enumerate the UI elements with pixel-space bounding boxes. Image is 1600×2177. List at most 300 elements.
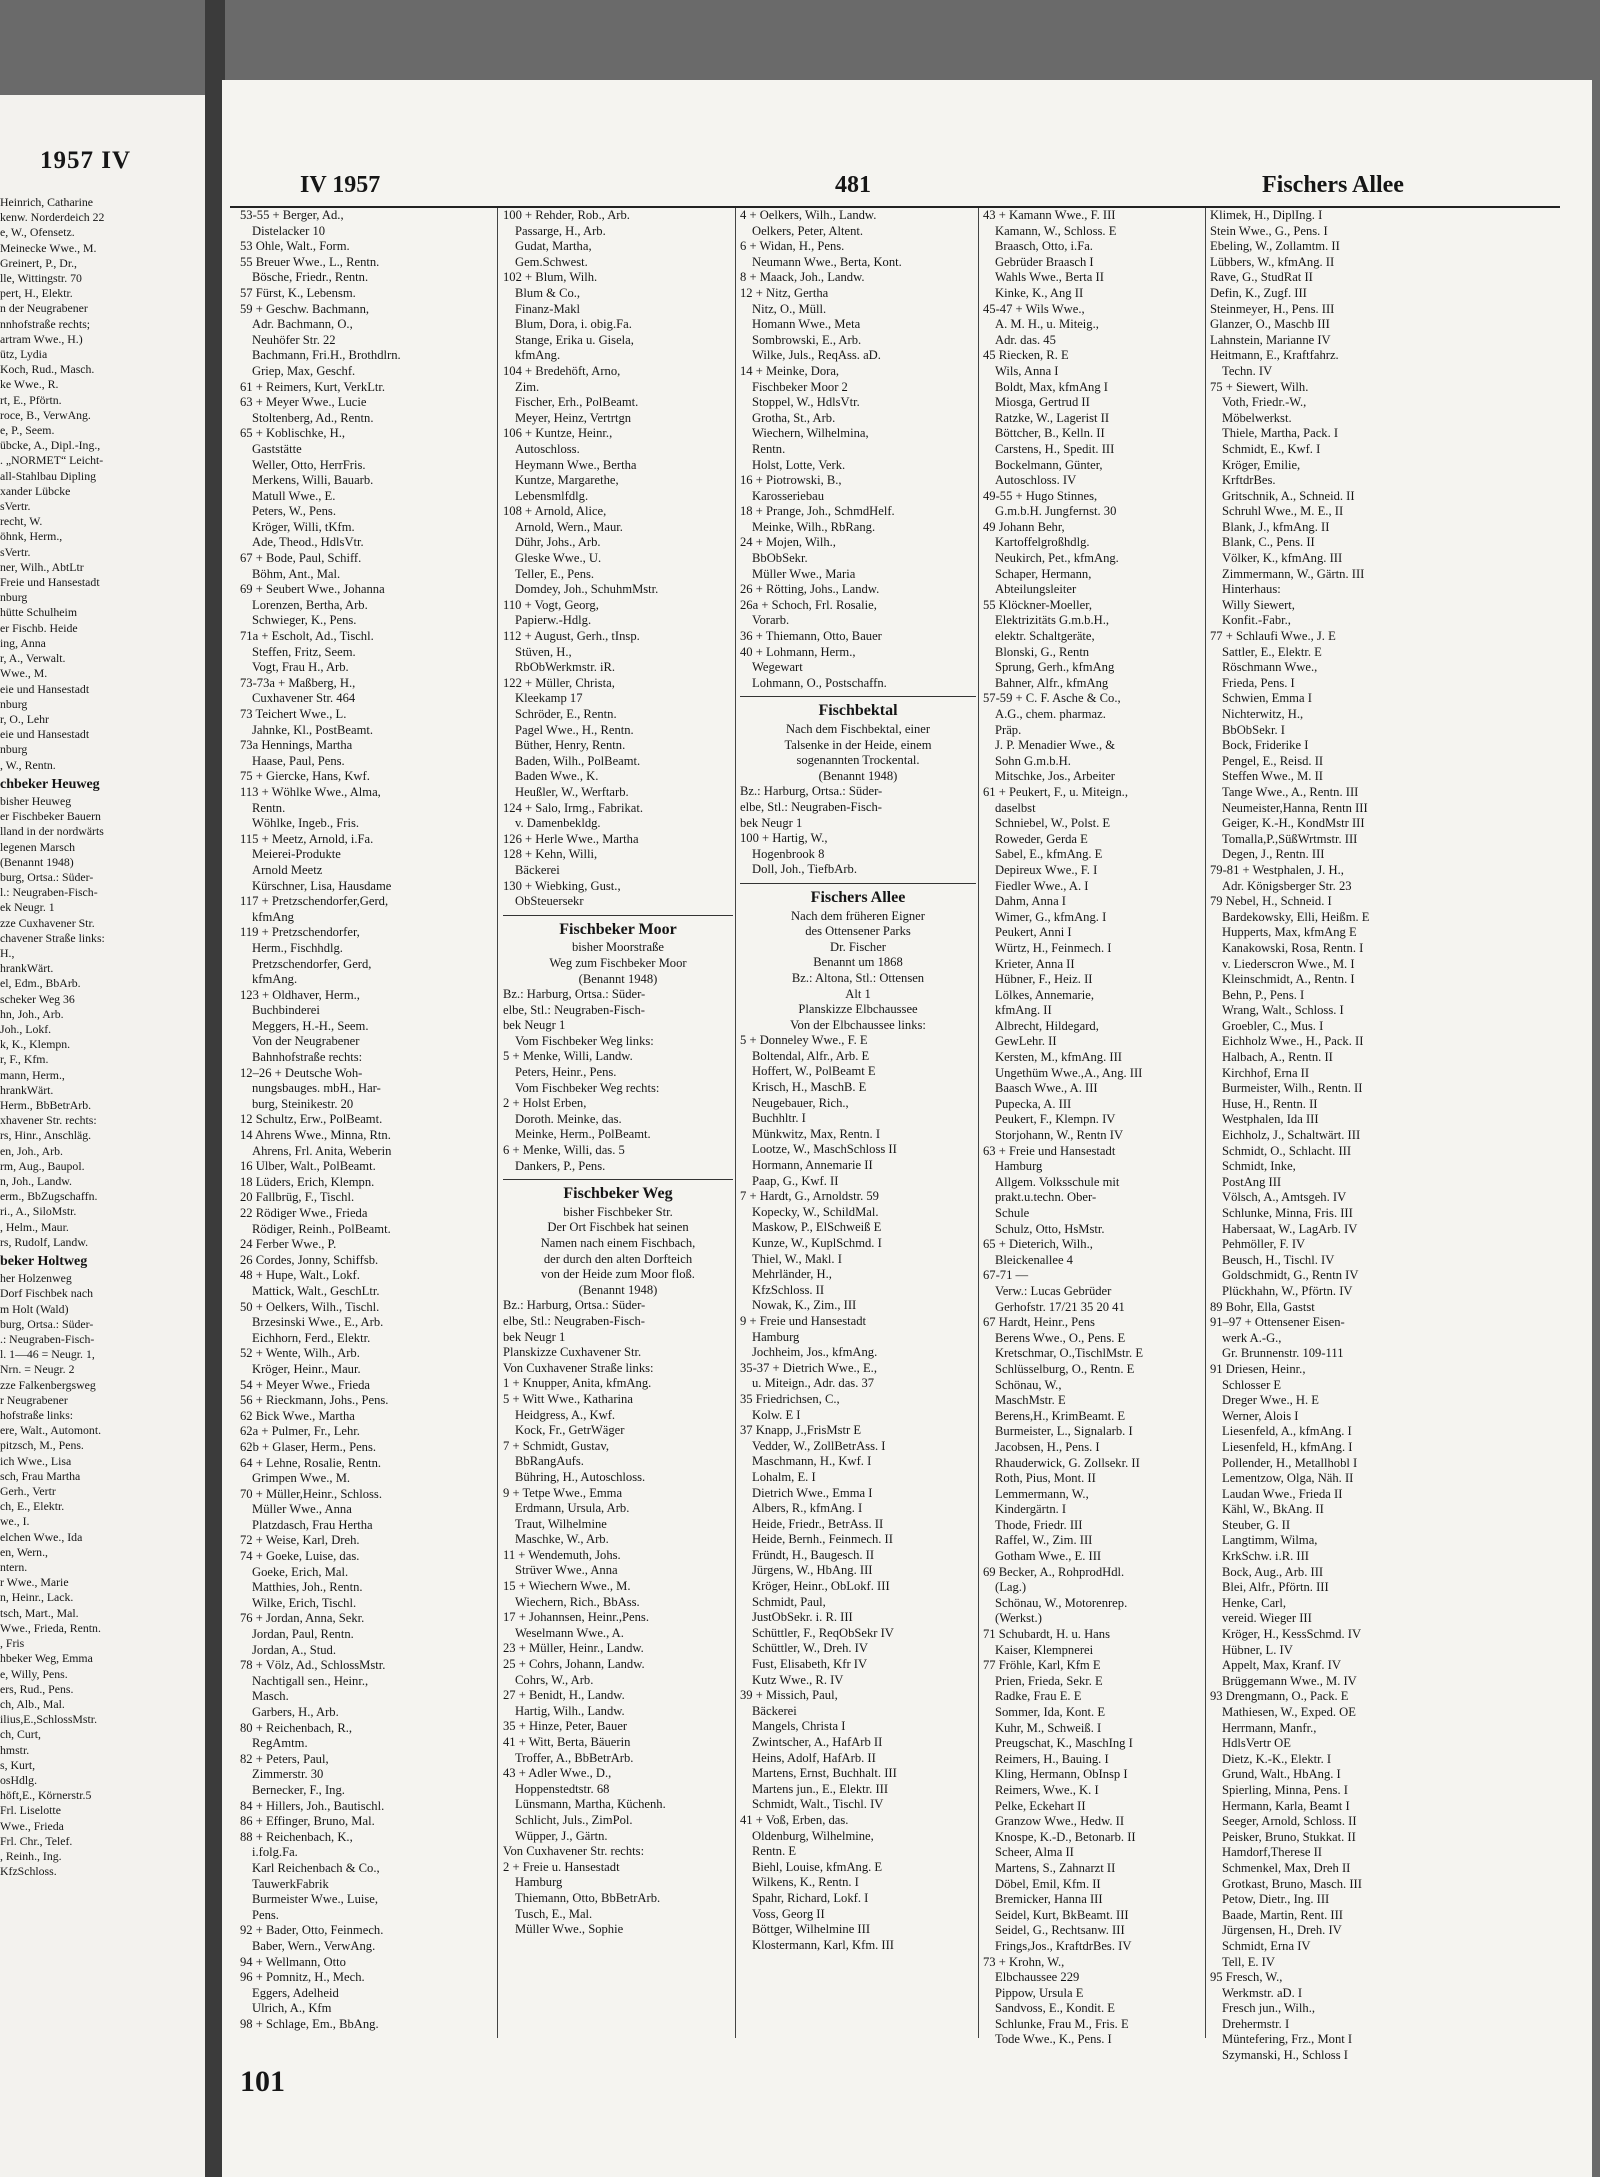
- directory-line: er Fischb. Heide: [0, 620, 78, 635]
- directory-line: Röschmann Wwe.,: [1222, 660, 1318, 675]
- directory-line: elektr. Schaltgeräte,: [995, 629, 1095, 644]
- directory-line: (Benannt 1948): [578, 971, 658, 986]
- directory-line: Willy Siewert,: [1222, 597, 1295, 612]
- directory-line: Halbach, A., Rentn. II: [1222, 1050, 1333, 1065]
- directory-line: Heidgress, A., Kwf.: [515, 1407, 616, 1422]
- directory-line: Meggers, H.-H., Seem.: [252, 1018, 369, 1033]
- directory-line: erm., BbZugschaffn.: [0, 1189, 98, 1204]
- directory-line: Tange Wwe., A., Rentn. III: [1222, 784, 1359, 799]
- directory-line: 64 + Lehne, Rosalie, Rentn.: [240, 1455, 382, 1470]
- directory-line: Burmeister, L., Signalarb. I: [995, 1424, 1133, 1439]
- directory-line: Drehermstr. I: [1222, 2016, 1290, 2031]
- directory-line: Stüven, H.,: [515, 644, 572, 659]
- directory-line: Mattick, Walt., GeschLtr.: [252, 1283, 380, 1298]
- directory-line: her Holzenweg: [0, 1271, 72, 1286]
- directory-line: Liesenfeld, A., kfmAng. I: [1222, 1424, 1352, 1439]
- directory-line: Seidel, Kurt, BkBeamt. III: [995, 1907, 1129, 1922]
- directory-line: BbObSekr. I: [1222, 722, 1285, 737]
- directory-line: Baasch Wwe., A. III: [995, 1081, 1098, 1096]
- directory-line: Klimek, H., DiplIng. I: [1210, 208, 1323, 222]
- directory-line: recht, W.: [0, 514, 43, 529]
- directory-line: Weselmann Wwe., A.: [515, 1625, 624, 1640]
- directory-line: Völker, K., kfmAng. III: [1222, 551, 1343, 566]
- directory-line: .: Neugraben-Fisch-: [0, 1332, 95, 1347]
- directory-line: Eggers, Adelheid: [252, 1985, 339, 2000]
- directory-line: Kleinschmidt, A., Rentn. I: [1222, 972, 1355, 987]
- directory-line: Fresch jun., Wilh.,: [1222, 2001, 1316, 2016]
- directory-line: 14 + Meinke, Dora,: [740, 363, 840, 378]
- directory-line: Schönau, W.,: [995, 1377, 1062, 1392]
- directory-line: Raffel, W., Zim. III: [995, 1533, 1093, 1548]
- directory-line: Berens,H., KrimBeamt. E: [995, 1408, 1126, 1423]
- directory-line: Heinrich, Catharine: [0, 195, 94, 209]
- directory-line: Baber, Wern., VerwAng.: [252, 1938, 376, 1953]
- directory-line: 6 + Widan, H., Pens.: [740, 239, 845, 254]
- directory-line: Völsch, A., Amtsgeh. IV: [1222, 1190, 1347, 1205]
- directory-line: zze Cuxhavener Str.: [0, 915, 95, 930]
- directory-line: r Wwe., Marie: [0, 1575, 69, 1590]
- directory-line: rs, Rudolf, Landw.: [0, 1234, 89, 1249]
- directory-line: Schmidt, Inke,: [1222, 1159, 1296, 1174]
- directory-line: Papierw.-Hdlg.: [515, 613, 592, 628]
- directory-line: Pehmöller, F. IV: [1222, 1237, 1306, 1252]
- directory-line: Sohn G.m.b.H.: [995, 753, 1071, 768]
- directory-line: rm, Aug., Baupol.: [0, 1158, 85, 1173]
- directory-line: Rödiger, Reinh., PolBeamt.: [252, 1221, 391, 1236]
- directory-line: Huse, H., Rentn. II: [1222, 1096, 1318, 1111]
- directory-line: Bahnhofstraße rechts:: [252, 1050, 363, 1065]
- directory-line: 75 + Siewert, Wilh.: [1210, 379, 1309, 394]
- directory-line: 122 + Müller, Christa,: [503, 675, 615, 690]
- directory-line: eie und Hansestadt: [0, 681, 90, 696]
- directory-line: Schule: [995, 1206, 1030, 1220]
- directory-line: Reimers, Wwe., K. I: [995, 1782, 1099, 1797]
- directory-line: G.m.b.H. Jungfernst. 30: [995, 504, 1117, 519]
- directory-line: öhnk, Herm.,: [0, 529, 63, 544]
- directory-line: zze Falkenbergsweg: [0, 1377, 96, 1392]
- directory-line: 124 + Salo, Irmg., Fabrikat.: [503, 800, 644, 815]
- directory-line: 130 + Wiebking, Gust.,: [503, 878, 621, 893]
- directory-line: ntern.: [0, 1560, 28, 1575]
- directory-line: Jürgens, W., HbAng. III: [752, 1563, 873, 1578]
- directory-line: Steffen Wwe., M. II: [1222, 769, 1323, 784]
- directory-line: Kröger, H., KessSchmd. IV: [1222, 1627, 1362, 1642]
- directory-line: Vedder, W., ZollBetrAss. I: [752, 1438, 886, 1453]
- directory-line: Boltendal, Alfr., Arb. E: [752, 1048, 870, 1063]
- directory-line: Blonski, G., Rentn: [995, 644, 1090, 659]
- directory-line: 57-59 + C. F. Asche & Co.,: [983, 691, 1121, 706]
- directory-line: Braasch, Otto, i.Fa.: [995, 239, 1093, 254]
- directory-line: Pengel, E., Reisd. II: [1222, 753, 1324, 768]
- directory-line: Alt 1: [845, 986, 871, 1001]
- directory-line: lland in der nordwärts: [0, 824, 104, 839]
- directory-line: 77 Fröhle, Karl, Kfm E: [983, 1658, 1101, 1673]
- directory-line: 12 Schultz, Erw., PolBeamt.: [240, 1112, 383, 1127]
- directory-line: des Ottensener Parks: [805, 924, 911, 939]
- directory-line: Zimmermann, W., Gärtn. III: [1222, 566, 1365, 581]
- directory-line: chavener Straße links:: [0, 930, 105, 945]
- directory-line: xander Lübcke: [0, 483, 71, 498]
- directory-line: 55 Breuer Wwe., L., Rentn.: [240, 254, 380, 269]
- directory-line: Tomalla,P.,SüßWrtmstr. III: [1222, 831, 1358, 846]
- directory-line: Adr. Bachmann, O.,: [252, 317, 353, 332]
- directory-line: Goeke, Erich, Mal.: [252, 1564, 349, 1579]
- directory-line: l.: Neugraben-Fisch-: [0, 885, 98, 900]
- directory-line: Nach dem früheren Eigner: [791, 908, 925, 923]
- directory-line: Maschmann, H., Kwf. I: [752, 1454, 872, 1469]
- directory-line: Mathiesen, W., Exped. OE: [1222, 1705, 1356, 1719]
- directory-line: Von der Neugrabener: [252, 1034, 360, 1049]
- directory-line: Schwieger, K., Pens.: [252, 613, 357, 628]
- directory-line: 62a + Pulmer, Fr., Lehr.: [240, 1424, 360, 1439]
- directory-line: sch, Frau Martha: [0, 1468, 81, 1483]
- directory-line: Heide, Bernh., Feinmech. II: [752, 1532, 893, 1547]
- directory-line: 45-47 + Wils Wwe.,: [983, 301, 1085, 316]
- directory-line: nburg: [0, 590, 28, 605]
- directory-line: Jochheim, Jos., kfmAng.: [752, 1345, 878, 1360]
- directory-line: Kling, Hermann, ObInsp I: [995, 1767, 1128, 1782]
- directory-line: Kindergärtn. I: [995, 1502, 1067, 1517]
- directory-line: Gem.Schwest.: [515, 254, 588, 269]
- directory-line: Brzesinski Wwe., E., Arb.: [252, 1315, 384, 1330]
- directory-line: 98 + Schlage, Em., BbAng.: [240, 2016, 379, 2031]
- directory-line: Buchbinderei: [252, 1003, 320, 1018]
- directory-line: Gritschnik, A., Schneid. II: [1222, 488, 1355, 503]
- directory-line: Schwien, Emma I: [1222, 691, 1312, 706]
- directory-line: Kleekamp 17: [515, 691, 583, 706]
- directory-line: Bösche, Friedr., Rentn.: [252, 270, 369, 285]
- directory-line: Kuntze, Margarethe,: [515, 473, 619, 488]
- directory-line: Pretzschendorfer, Gerd,: [252, 956, 372, 971]
- directory-line: Passarge, H., Arb.: [515, 223, 606, 238]
- directory-line: Baden Wwe., K.: [515, 769, 599, 784]
- directory-line: Schlicht, Juls., ZimPol.: [515, 1812, 633, 1827]
- directory-line: Biehl, Louise, kfmAng. E: [752, 1859, 883, 1874]
- directory-line: 6 + Menke, Willi, das. 5: [503, 1143, 625, 1158]
- directory-line: RbObWerkmstr. iR.: [515, 660, 616, 675]
- directory-line: Strüver Wwe., Anna: [515, 1563, 618, 1578]
- directory-line: übcke, A., Dipl.-Ing.,: [0, 438, 101, 453]
- directory-line: Ulrich, A., Kfm: [252, 2001, 332, 2016]
- directory-line: Neukirch, Pet., kfmAng.: [995, 551, 1119, 566]
- directory-line: Hamburg: [995, 1159, 1043, 1174]
- directory-line: Garbers, H., Arb.: [252, 1705, 339, 1719]
- directory-line: Henke, Carl,: [1222, 1595, 1286, 1610]
- directory-line: RegAmtm.: [252, 1736, 308, 1751]
- directory-line: e, P., Seem.: [0, 423, 55, 438]
- directory-line: bisher Heuweg: [0, 793, 72, 808]
- directory-line: 102 + Blum, Wilh.: [503, 270, 598, 285]
- directory-line: hrankWärt.: [0, 1082, 54, 1097]
- directory-line: Rentn.: [252, 800, 286, 815]
- directory-line: Lübbers, W., kfmAng. II: [1210, 254, 1335, 269]
- directory-line: 61 + Reimers, Kurt, VerkLtr.: [240, 379, 386, 394]
- directory-line: ek Neugr. 1: [0, 900, 55, 915]
- directory-line: Sommer, Ida, Kont. E: [995, 1705, 1106, 1719]
- street-heading: chbeker Heuweg: [0, 776, 100, 792]
- directory-line: bek Neugr 1: [503, 1329, 566, 1344]
- column-divider: [978, 208, 979, 2038]
- directory-line: KrftdrBes.: [1222, 473, 1276, 488]
- directory-line: Peisker, Bruno, Stukkat. II: [1222, 1829, 1356, 1844]
- directory-line: Freie und Hansestadt: [0, 575, 100, 590]
- directory-line: ri., A., SiloMstr.: [0, 1204, 77, 1219]
- directory-line: 63 + Freie und Hansestadt: [983, 1143, 1116, 1158]
- directory-line: 25 + Cohrs, Johann, Landw.: [503, 1657, 645, 1672]
- directory-line: ch, Curt,: [0, 1727, 41, 1742]
- directory-line: Matull Wwe., E.: [252, 488, 336, 503]
- directory-line: HdlsVertr OE: [1222, 1736, 1291, 1751]
- directory-line: Dorf Fischbek nach: [0, 1286, 94, 1301]
- directory-line: Mehrländer, H.,: [752, 1267, 832, 1282]
- directory-line: elbe, Stl.: Neugraben-Fisch-: [740, 799, 882, 814]
- directory-line: tsch, Mart., Mal.: [0, 1605, 79, 1620]
- directory-line: Techn. IV: [1222, 363, 1273, 378]
- directory-line: 40 + Lohmann, Herm.,: [740, 644, 856, 659]
- directory-line: 93 Drengmann, O., Pack. E: [1210, 1689, 1349, 1704]
- directory-line: Matthies, Joh., Rentn.: [252, 1580, 363, 1595]
- directory-line: Rhauderwick, G. Zollsekr. II: [995, 1455, 1140, 1470]
- directory-line: Depireux Wwe., F. I: [995, 862, 1098, 877]
- directory-line: Werner, Alois I: [1222, 1408, 1299, 1423]
- directory-line: 39 + Missich, Paul,: [740, 1688, 838, 1703]
- directory-line: 2 + Freie u. Hansestadt: [503, 1859, 620, 1874]
- directory-line: Rentn. E: [752, 1844, 797, 1859]
- directory-line: Pupecka, A. III: [995, 1096, 1072, 1111]
- directory-line: (Benannt 1948): [818, 768, 898, 783]
- directory-line: ObSteuersekr: [515, 894, 584, 909]
- column-divider: [735, 208, 736, 2038]
- directory-line: 69 Becker, A., RohprodHdl.: [983, 1564, 1125, 1579]
- directory-line: m Holt (Wald): [0, 1301, 69, 1316]
- directory-line: Wilke, Erich, Tischl.: [252, 1595, 357, 1610]
- directory-line: elbe, Stl.: Neugraben-Fisch-: [503, 1002, 645, 1017]
- directory-line: BbRangAufs.: [515, 1454, 584, 1469]
- directory-line: Adr. Königsberger Str. 23: [1222, 878, 1352, 893]
- directory-line: Müller Wwe., Anna: [252, 1502, 352, 1517]
- directory-line: 53-55 + Berger, Ad.,: [240, 208, 344, 222]
- directory-line: Kolw. E I: [752, 1407, 801, 1422]
- directory-line: Schlüsselburg, O., Rentn. E: [995, 1361, 1135, 1376]
- directory-line: Jordan, Paul, Rentn.: [252, 1627, 354, 1642]
- directory-line: Schröder, E., Rentn.: [515, 707, 617, 721]
- directory-line: Goldschmidt, G., Rentn IV: [1222, 1268, 1359, 1283]
- directory-line: Plückhahn, W., Pförtn. IV: [1222, 1283, 1353, 1298]
- directory-line: Meyer, Heinz, Vertrtgn: [515, 410, 632, 425]
- directory-line: Tell, E. IV: [1222, 1954, 1275, 1969]
- directory-line: Wöhlke, Ingeb., Fris.: [252, 816, 360, 831]
- left-page: [0, 95, 207, 2177]
- directory-line: 59 + Geschw. Bachmann,: [240, 301, 370, 316]
- directory-line: Autoschloss.: [515, 441, 580, 456]
- directory-line: Erdmann, Ursula, Arb.: [515, 1501, 630, 1516]
- street-heading: Fischbeker Moor: [559, 921, 677, 938]
- directory-line: höft,E., Körnerstr.5: [0, 1788, 92, 1803]
- directory-line: Dahm, Anna I: [995, 894, 1066, 909]
- directory-line: , Reinh., Ing.: [0, 1848, 62, 1863]
- directory-line: bisher Fischbeker Str.: [563, 1204, 673, 1219]
- directory-line: Gudat, Martha,: [515, 239, 592, 254]
- directory-line: 71 Schubardt, H. u. Hans: [983, 1627, 1110, 1642]
- directory-line: Meinke, Herm., PolBeamt.: [515, 1127, 651, 1142]
- directory-line: Nachtigall sen., Heinr.,: [252, 1673, 369, 1688]
- directory-line: k, K., Klempn.: [0, 1037, 71, 1052]
- directory-line: Heide, Friedr., BetrAss. II: [752, 1516, 884, 1531]
- directory-line: Kinke, K., Ang II: [995, 285, 1084, 300]
- directory-line: Bardekowsky, Elli, Heißm. E: [1222, 909, 1370, 924]
- directory-line: Tusch, E., Mal.: [515, 1906, 593, 1921]
- directory-line: Lahnstein, Marianne IV: [1210, 332, 1331, 347]
- directory-line: Herm., BbBetrArb.: [0, 1097, 92, 1112]
- directory-line: 43 + Adler Wwe., D.,: [503, 1766, 612, 1781]
- directory-line: ing, Anna: [0, 635, 46, 650]
- directory-line: BbObSekr.: [752, 551, 808, 566]
- directory-line: r Neugrabener: [0, 1392, 68, 1407]
- directory-line: Thode, Friedr. III: [995, 1517, 1083, 1532]
- directory-line: 16 Ulber, Walt., PolBeamt.: [240, 1159, 376, 1174]
- directory-line: Wwe., Frieda, Rentn.: [0, 1620, 101, 1635]
- directory-line: Platzdasch, Frau Hertha: [252, 1517, 373, 1532]
- directory-line: PostAng III: [1222, 1174, 1282, 1189]
- directory-line: 80 + Reichenbach, R.,: [240, 1720, 353, 1735]
- directory-line: JustObSekr. i. R. III: [752, 1610, 853, 1625]
- directory-line: Roweder, Gerda E: [995, 831, 1088, 846]
- directory-line: 5 + Witt Wwe., Katharina: [503, 1391, 633, 1406]
- directory-line: Schmenkel, Max, Dreh II: [1222, 1860, 1351, 1875]
- directory-line: kfmAng.: [252, 972, 298, 987]
- directory-line: Granzow Wwe., Hedw. II: [995, 1814, 1125, 1829]
- directory-line: pert, H., Elektr.: [0, 286, 73, 301]
- street-heading: Fischbeker Weg: [563, 1186, 673, 1202]
- directory-line: 92 + Bader, Otto, Feinmech.: [240, 1923, 384, 1938]
- directory-line: Dietz, K.-K., Elektr. I: [1222, 1751, 1332, 1766]
- directory-line: osHdlg.: [0, 1772, 38, 1787]
- directory-line: Schmidt, Walt., Tischl. IV: [752, 1797, 884, 1812]
- directory-line: 126 + Herle Wwe., Martha: [503, 831, 639, 846]
- directory-line: Bockelmann, Günter,: [995, 457, 1103, 472]
- directory-line: Büther, Henry, Rentn.: [515, 738, 626, 753]
- directory-line: Miosga, Gertrud II: [995, 395, 1090, 410]
- directory-line: Haase, Paul, Pens.: [252, 753, 345, 768]
- directory-line: Nach dem Fischbektal, einer: [785, 722, 931, 736]
- directory-line: Müller Wwe., Sophie: [515, 1922, 624, 1937]
- directory-line: Kröger, Willi, tKfm.: [252, 519, 355, 534]
- directory-line: Defin, K., Zugf. III: [1210, 285, 1307, 300]
- directory-line: 110 + Vogt, Georg,: [503, 597, 599, 612]
- section-rule: [503, 1179, 733, 1180]
- directory-line: Zwintscher, A., HafArb II: [752, 1735, 883, 1749]
- directory-line: Ahrens, Frl. Anita, Weberin: [252, 1143, 392, 1158]
- directory-line: Baden, Wilh., PolBeamt.: [515, 753, 641, 768]
- directory-line: Grimpen Wwe., M.: [252, 1471, 351, 1486]
- directory-line: Martens, Ernst, Buchhalt. III: [752, 1766, 897, 1781]
- directory-line: Kirchhof, Erna II: [1222, 1065, 1310, 1080]
- directory-line: Zimmerstr. 30: [252, 1767, 324, 1782]
- directory-line: lle, Wittingstr. 70: [0, 271, 82, 286]
- directory-line: A.G., chem. pharmaz.: [995, 707, 1106, 721]
- directory-line: Bachmann, Fri.H., Brothdlrn.: [252, 348, 401, 363]
- directory-line: Bz.: Harburg, Ortsa.: Süder-: [740, 784, 883, 799]
- directory-line: hbeker Weg, Emma: [0, 1651, 93, 1666]
- directory-line: 14 Ahrens Wwe., Minna, Rtn.: [240, 1128, 391, 1143]
- directory-line: Pollender, H., Metallhobl I: [1222, 1455, 1358, 1470]
- directory-line: Berens Wwe., O., Pens. E: [995, 1330, 1126, 1345]
- left-page-header: 1957 IV: [40, 147, 132, 174]
- directory-line: Steuber, G. II: [1222, 1517, 1291, 1532]
- directory-line: sVertr.: [0, 499, 31, 514]
- directory-line: 27 + Benidt, H., Landw.: [503, 1688, 625, 1703]
- directory-line: Nitz, O., Müll.: [752, 301, 827, 316]
- directory-line: 9 + Freie und Hansestadt: [740, 1313, 867, 1328]
- directory-line: 73-73a + Maßberg, H.,: [240, 675, 356, 690]
- directory-line: Bz.: Harburg, Ortsa.: Süder-: [503, 1298, 646, 1313]
- directory-line: Schönau, W., Motorenrep.: [995, 1595, 1128, 1610]
- directory-line: Heins, Adolf, HafArb. II: [752, 1750, 876, 1765]
- directory-line: 37 Knapp, J.,FrisMstr E: [740, 1423, 862, 1438]
- directory-line: Krisch, H., MaschB. E: [752, 1080, 867, 1095]
- directory-line: Kretschmar, O.,TischlMstr. E: [995, 1346, 1144, 1361]
- directory-line: 73a Hennings, Martha: [240, 738, 353, 753]
- directory-line: Kutz Wwe., R. IV: [752, 1672, 844, 1687]
- directory-line: Elbchaussee 229: [995, 1970, 1080, 1985]
- directory-line: Abteilungsleiter: [995, 582, 1077, 597]
- directory-line: we., I.: [0, 1514, 30, 1529]
- directory-line: Doll, Joh., TiefbArb.: [752, 862, 857, 877]
- directory-line: 115 + Meetz, Arnold, i.Fa.: [240, 831, 374, 846]
- directory-line: Präp.: [995, 722, 1022, 737]
- directory-line: ütz, Lydia: [0, 347, 48, 362]
- directory-line: Ade, Theod., HdlsVtr.: [252, 535, 364, 550]
- directory-line: KrkSchw. i.R. III: [1222, 1549, 1309, 1564]
- directory-column-5: [1210, 208, 1560, 2064]
- directory-line: Oldenburg, Wilhelmine,: [752, 1828, 874, 1843]
- directory-line: 67 + Bode, Paul, Schiff.: [240, 551, 362, 566]
- directory-line: Paap, G., Kwf. II: [752, 1173, 839, 1188]
- directory-line: Lementzow, Olga, Näh. II: [1222, 1471, 1354, 1486]
- directory-line: (Werkst.): [995, 1611, 1042, 1626]
- directory-line: 17 + Johannsen, Heinr.,Pens.: [503, 1610, 649, 1625]
- directory-line: 48 + Hupe, Walt., Lokf.: [240, 1268, 360, 1283]
- directory-line: Thiele, Martha, Pack. I: [1222, 426, 1339, 441]
- directory-line: Peukert, Anni I: [995, 925, 1072, 940]
- directory-line: 95 Fresch, W.,: [1210, 1970, 1283, 1985]
- directory-line: . „NORMET“ Leicht-: [0, 453, 104, 468]
- directory-line: Von Cuxhavener Straße links:: [503, 1360, 654, 1375]
- directory-line: Homann Wwe., Meta: [752, 317, 861, 332]
- directory-line: nburg: [0, 742, 28, 757]
- directory-line: 128 + Kehn, Willi,: [503, 847, 598, 862]
- directory-line: 65 + Dieterich, Wilh.,: [983, 1237, 1093, 1252]
- directory-line: eie und Hansestadt: [0, 727, 90, 742]
- directory-line: Maschke, W., Arb.: [515, 1532, 609, 1547]
- directory-line: Preugschat, K., MaschIng I: [995, 1736, 1133, 1751]
- directory-line: 26 Cordes, Jonny, Schiffsb.: [240, 1252, 379, 1267]
- directory-line: Arnold Meetz: [252, 862, 323, 877]
- directory-line: Voth, Friedr.-W.,: [1222, 395, 1307, 410]
- directory-line: 73 Teichert Wwe., L.: [240, 707, 347, 721]
- directory-line: 52 + Wente, Wilh., Arb.: [240, 1346, 360, 1361]
- directory-line: Peters, W., Pens.: [252, 504, 336, 519]
- directory-line: Steffen, Fritz, Seem.: [252, 644, 356, 659]
- directory-line: (Benannt 1948): [0, 854, 74, 869]
- directory-line: 50 + Oelkers, Wilh., Tischl.: [240, 1299, 380, 1314]
- directory-line: 113 + Wöhlke Wwe., Alma,: [240, 784, 381, 799]
- directory-line: Mangels, Christa I: [752, 1719, 846, 1734]
- directory-line: 73 + Krohn, W.,: [983, 1954, 1065, 1969]
- directory-line: vereid. Wieger III: [1222, 1611, 1312, 1626]
- directory-line: Fischer, Erh., PolBeamt.: [515, 395, 639, 410]
- directory-line: Frl. Chr., Telef.: [0, 1833, 73, 1848]
